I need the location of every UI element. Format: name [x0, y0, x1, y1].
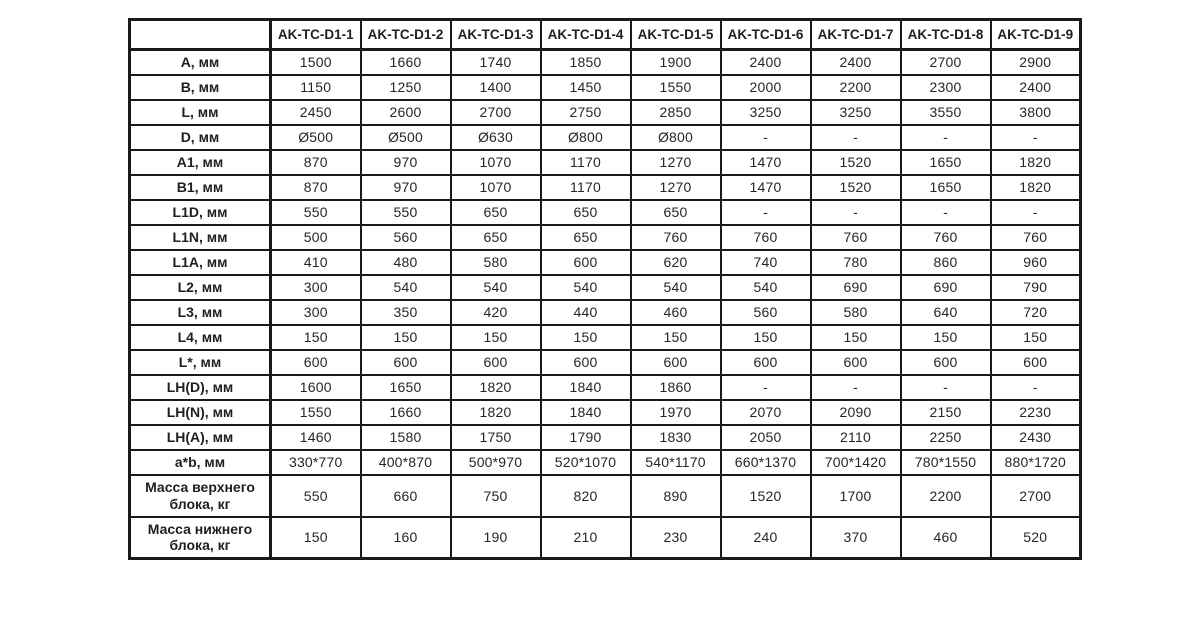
cell-value: 1650 — [361, 375, 451, 400]
cell-value: 1270 — [631, 175, 721, 200]
cell-value: 1660 — [361, 400, 451, 425]
cell-value: 720 — [991, 300, 1081, 325]
cell-value: - — [901, 200, 991, 225]
cell-value: 440 — [541, 300, 631, 325]
cell-value: 580 — [811, 300, 901, 325]
row-label: L*, мм — [130, 350, 271, 375]
spec-table — [128, 18, 1082, 560]
cell-value: 1790 — [541, 425, 631, 450]
row-label: L3, мм — [130, 300, 271, 325]
cell-value: 600 — [271, 350, 361, 375]
cell-value: 3250 — [721, 100, 811, 125]
cell-value: 1470 — [721, 150, 811, 175]
cell-value: 1170 — [541, 150, 631, 175]
row-label: a*b, мм — [130, 450, 271, 475]
cell-value: 2400 — [721, 50, 811, 75]
cell-value: 1820 — [451, 400, 541, 425]
cell-value: 460 — [901, 517, 991, 559]
cell-value: 3250 — [811, 100, 901, 125]
cell-value: 540 — [631, 275, 721, 300]
cell-value: 1250 — [361, 75, 451, 100]
row-label: L1N, мм — [130, 225, 271, 250]
cell-value: 550 — [271, 475, 361, 517]
cell-value: 560 — [721, 300, 811, 325]
cell-value: 690 — [901, 275, 991, 300]
cell-value: 750 — [451, 475, 541, 517]
cell-value: 150 — [541, 325, 631, 350]
cell-value: 650 — [451, 225, 541, 250]
cell-value: 780*1550 — [901, 450, 991, 475]
table-row — [130, 300, 1081, 325]
table-row — [130, 200, 1081, 225]
cell-value: - — [811, 375, 901, 400]
row-label: L4, мм — [130, 325, 271, 350]
cell-value: 150 — [901, 325, 991, 350]
cell-value: - — [811, 125, 901, 150]
column-header-8: AK-TC-D1-8 — [901, 20, 991, 50]
header-row — [130, 20, 1081, 50]
cell-value: 960 — [991, 250, 1081, 275]
cell-value: 1840 — [541, 375, 631, 400]
cell-value: 520*1070 — [541, 450, 631, 475]
table-row — [130, 400, 1081, 425]
cell-value: 870 — [271, 150, 361, 175]
cell-value: 620 — [631, 250, 721, 275]
cell-value: - — [901, 125, 991, 150]
cell-value: 580 — [451, 250, 541, 275]
row-label: Масса верхнего блока, кг — [130, 475, 271, 517]
cell-value: 600 — [361, 350, 451, 375]
row-label: L, мм — [130, 100, 271, 125]
cell-value: 150 — [811, 325, 901, 350]
cell-value: 2050 — [721, 425, 811, 450]
table-body — [130, 50, 1081, 559]
row-label: L1А, мм — [130, 250, 271, 275]
cell-value: 2700 — [901, 50, 991, 75]
cell-value: 1460 — [271, 425, 361, 450]
row-label: L2, мм — [130, 275, 271, 300]
table-row — [130, 350, 1081, 375]
cell-value: 1600 — [271, 375, 361, 400]
column-header-5: AK-TC-D1-5 — [631, 20, 721, 50]
cell-value: 240 — [721, 517, 811, 559]
cell-value: - — [991, 125, 1081, 150]
cell-value: 820 — [541, 475, 631, 517]
table-row — [130, 425, 1081, 450]
cell-value: 690 — [811, 275, 901, 300]
cell-value: 760 — [631, 225, 721, 250]
cell-value: 160 — [361, 517, 451, 559]
cell-value: 1700 — [811, 475, 901, 517]
cell-value: 2250 — [901, 425, 991, 450]
cell-value: 890 — [631, 475, 721, 517]
cell-value: 2700 — [451, 100, 541, 125]
cell-value: 1850 — [541, 50, 631, 75]
cell-value: 3800 — [991, 100, 1081, 125]
cell-value: 230 — [631, 517, 721, 559]
column-header-9: AK-TC-D1-9 — [991, 20, 1081, 50]
cell-value: 420 — [451, 300, 541, 325]
table-row — [130, 225, 1081, 250]
cell-value: 2430 — [991, 425, 1081, 450]
cell-value: 370 — [811, 517, 901, 559]
cell-value: - — [991, 375, 1081, 400]
table-header — [130, 20, 1081, 50]
cell-value: - — [721, 200, 811, 225]
cell-value: - — [901, 375, 991, 400]
cell-value: 1970 — [631, 400, 721, 425]
cell-value: 150 — [631, 325, 721, 350]
cell-value: 540 — [361, 275, 451, 300]
cell-value: 1860 — [631, 375, 721, 400]
cell-value: 540 — [451, 275, 541, 300]
cell-value: 1820 — [991, 175, 1081, 200]
cell-value: 1740 — [451, 50, 541, 75]
cell-value: 150 — [361, 325, 451, 350]
row-label: LH(N), мм — [130, 400, 271, 425]
cell-value: 760 — [901, 225, 991, 250]
cell-value: 300 — [271, 300, 361, 325]
cell-value: 1550 — [271, 400, 361, 425]
cell-value: 1820 — [451, 375, 541, 400]
cell-value: 2400 — [811, 50, 901, 75]
cell-value: 860 — [901, 250, 991, 275]
cell-value: 300 — [271, 275, 361, 300]
cell-value: 500*970 — [451, 450, 541, 475]
row-label: Масса нижнего блока, кг — [130, 517, 271, 559]
table-row — [130, 325, 1081, 350]
cell-value: - — [721, 125, 811, 150]
cell-value: 970 — [361, 150, 451, 175]
cell-value: 330*770 — [271, 450, 361, 475]
table-row — [130, 100, 1081, 125]
cell-value: 150 — [271, 517, 361, 559]
cell-value: - — [721, 375, 811, 400]
cell-value: 1660 — [361, 50, 451, 75]
cell-value: 740 — [721, 250, 811, 275]
cell-value: 650 — [451, 200, 541, 225]
cell-value: 540 — [721, 275, 811, 300]
cell-value: 600 — [721, 350, 811, 375]
table-row — [130, 475, 1081, 517]
cell-value: 2300 — [901, 75, 991, 100]
cell-value: 1070 — [451, 175, 541, 200]
cell-value: 2850 — [631, 100, 721, 125]
cell-value: 1580 — [361, 425, 451, 450]
cell-value: 150 — [271, 325, 361, 350]
cell-value: 1820 — [991, 150, 1081, 175]
cell-value: - — [991, 200, 1081, 225]
row-label: А1, мм — [130, 150, 271, 175]
cell-value: - — [811, 200, 901, 225]
cell-value: Ø630 — [451, 125, 541, 150]
column-header-7: AK-TC-D1-7 — [811, 20, 901, 50]
cell-value: 410 — [271, 250, 361, 275]
cell-value: 550 — [361, 200, 451, 225]
cell-value: 1520 — [811, 150, 901, 175]
cell-value: 1900 — [631, 50, 721, 75]
cell-value: 2070 — [721, 400, 811, 425]
cell-value: Ø800 — [631, 125, 721, 150]
cell-value: 880*1720 — [991, 450, 1081, 475]
table-row — [130, 125, 1081, 150]
column-header-6: AK-TC-D1-6 — [721, 20, 811, 50]
spec-table-container — [128, 18, 1082, 560]
cell-value: 350 — [361, 300, 451, 325]
cell-value: 3550 — [901, 100, 991, 125]
cell-value: 1830 — [631, 425, 721, 450]
cell-value: 560 — [361, 225, 451, 250]
cell-value: 1650 — [901, 150, 991, 175]
cell-value: 600 — [451, 350, 541, 375]
cell-value: 600 — [541, 350, 631, 375]
cell-value: 210 — [541, 517, 631, 559]
cell-value: 1520 — [721, 475, 811, 517]
cell-value: 540*1170 — [631, 450, 721, 475]
cell-value: 1500 — [271, 50, 361, 75]
cell-value: 400*870 — [361, 450, 451, 475]
cell-value: 600 — [541, 250, 631, 275]
column-header-2: AK-TC-D1-2 — [361, 20, 451, 50]
row-label: D, мм — [130, 125, 271, 150]
row-label: В1, мм — [130, 175, 271, 200]
cell-value: 660 — [361, 475, 451, 517]
cell-value: 1470 — [721, 175, 811, 200]
cell-value: 540 — [541, 275, 631, 300]
cell-value: 460 — [631, 300, 721, 325]
cell-value: 2450 — [271, 100, 361, 125]
row-label: L1D, мм — [130, 200, 271, 225]
cell-value: 780 — [811, 250, 901, 275]
cell-value: 650 — [631, 200, 721, 225]
row-label: В, мм — [130, 75, 271, 100]
cell-value: 1450 — [541, 75, 631, 100]
cell-value: 150 — [721, 325, 811, 350]
table-row — [130, 450, 1081, 475]
cell-value: 760 — [811, 225, 901, 250]
cell-value: 150 — [451, 325, 541, 350]
cell-value: 650 — [541, 225, 631, 250]
cell-value: 600 — [991, 350, 1081, 375]
cell-value: 1170 — [541, 175, 631, 200]
cell-value: 1270 — [631, 150, 721, 175]
cell-value: 1150 — [271, 75, 361, 100]
row-label: LH(D), мм — [130, 375, 271, 400]
cell-value: 2090 — [811, 400, 901, 425]
cell-value: 1750 — [451, 425, 541, 450]
cell-value: 2000 — [721, 75, 811, 100]
cell-value: 600 — [631, 350, 721, 375]
cell-value: 1520 — [811, 175, 901, 200]
cell-value: 760 — [721, 225, 811, 250]
column-header-1: AK-TC-D1-1 — [271, 20, 361, 50]
table-row — [130, 175, 1081, 200]
cell-value: 2200 — [901, 475, 991, 517]
cell-value: 970 — [361, 175, 451, 200]
cell-value: 2750 — [541, 100, 631, 125]
column-header-3: AK-TC-D1-3 — [451, 20, 541, 50]
cell-value: 2200 — [811, 75, 901, 100]
row-label: LH(А), мм — [130, 425, 271, 450]
cell-value: 2150 — [901, 400, 991, 425]
cell-value: Ø500 — [271, 125, 361, 150]
table-row — [130, 150, 1081, 175]
cell-value: 1400 — [451, 75, 541, 100]
table-row — [130, 375, 1081, 400]
cell-value: 2700 — [991, 475, 1081, 517]
cell-value: 480 — [361, 250, 451, 275]
cell-value: 2230 — [991, 400, 1081, 425]
cell-value: 650 — [541, 200, 631, 225]
cell-value: 640 — [901, 300, 991, 325]
cell-value: 1070 — [451, 150, 541, 175]
cell-value: 1840 — [541, 400, 631, 425]
cell-value: 2400 — [991, 75, 1081, 100]
corner-cell — [130, 20, 271, 50]
cell-value: Ø500 — [361, 125, 451, 150]
row-label: А, мм — [130, 50, 271, 75]
cell-value: 2600 — [361, 100, 451, 125]
cell-value: 870 — [271, 175, 361, 200]
cell-value: 700*1420 — [811, 450, 901, 475]
table-row — [130, 75, 1081, 100]
cell-value: 600 — [811, 350, 901, 375]
column-header-4: AK-TC-D1-4 — [541, 20, 631, 50]
cell-value: 2900 — [991, 50, 1081, 75]
cell-value: Ø800 — [541, 125, 631, 150]
cell-value: 1650 — [901, 175, 991, 200]
cell-value: 1550 — [631, 75, 721, 100]
cell-value: 520 — [991, 517, 1081, 559]
cell-value: 600 — [901, 350, 991, 375]
cell-value: 2110 — [811, 425, 901, 450]
cell-value: 500 — [271, 225, 361, 250]
table-row — [130, 275, 1081, 300]
cell-value: 150 — [991, 325, 1081, 350]
cell-value: 550 — [271, 200, 361, 225]
table-row — [130, 517, 1081, 559]
cell-value: 790 — [991, 275, 1081, 300]
cell-value: 190 — [451, 517, 541, 559]
cell-value: 660*1370 — [721, 450, 811, 475]
table-row — [130, 250, 1081, 275]
table-row — [130, 50, 1081, 75]
cell-value: 760 — [991, 225, 1081, 250]
